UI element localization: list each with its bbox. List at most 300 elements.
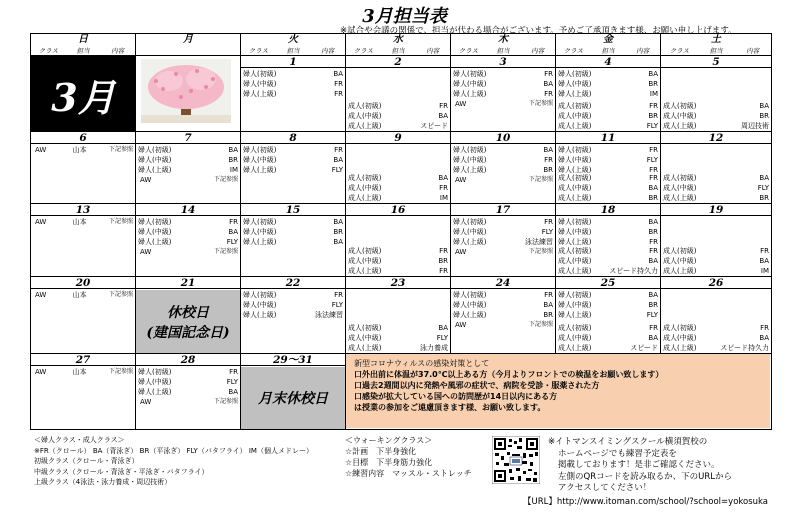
lesson-class: 成人(上級) <box>348 194 382 202</box>
lesson-row <box>556 300 660 310</box>
lesson-content: FLY <box>646 311 658 319</box>
lesson-content: BR <box>543 166 553 174</box>
lesson-content: BR <box>648 80 658 88</box>
day-cell <box>241 277 346 354</box>
lesson-row <box>451 300 555 310</box>
lesson-coach: 山本 <box>72 146 87 154</box>
lesson-row <box>451 99 555 109</box>
lesson-class: AW <box>455 100 467 108</box>
day-header-label: 木 <box>498 34 508 45</box>
lesson-content: FR <box>649 238 658 246</box>
column-subheaders <box>31 46 135 56</box>
lesson-content: FR <box>649 146 658 154</box>
lesson-class: 婦人(中級) <box>138 378 172 386</box>
subheader-label: 内容 <box>111 47 125 55</box>
lesson-row <box>136 377 240 387</box>
subheader-label: 内容 <box>636 47 650 55</box>
date-number: 12 <box>661 132 771 144</box>
subheader-label: 内容 <box>746 47 760 55</box>
covid-notice-line: 口外出前に体温が37.0℃以上ある方（今月よりフロントでの検温をお願い致します） <box>354 370 664 379</box>
lesson-class: 成人(中級) <box>558 184 592 192</box>
date-number: 8 <box>241 132 345 144</box>
lesson-row <box>451 175 555 185</box>
lesson-class: 成人(初級) <box>558 324 592 332</box>
day-header-label: 火 <box>288 34 298 45</box>
lesson-row <box>136 227 240 237</box>
day-cell <box>31 204 136 277</box>
date-number: 26 <box>661 277 771 289</box>
lesson-class: AW <box>35 291 47 299</box>
lesson-class: AW <box>455 176 467 184</box>
lesson-content: BA <box>648 218 658 226</box>
lesson-content: BA <box>333 156 343 164</box>
lesson-content: BR <box>759 112 769 120</box>
lesson-class: 婦人(中級) <box>243 80 277 88</box>
holiday-label: (建国記念日) <box>146 325 230 341</box>
lesson-row <box>241 155 345 165</box>
lesson-row <box>31 217 135 227</box>
lesson-content: スピード <box>420 122 448 130</box>
lesson-row <box>136 155 240 165</box>
lesson-row <box>556 183 660 193</box>
month-label: 3月 <box>31 56 136 132</box>
date-number: 1 <box>241 56 345 68</box>
lesson-content: BA <box>228 146 238 154</box>
covid-notice <box>346 354 770 428</box>
lesson-row <box>661 183 771 193</box>
school-url-link[interactable]: 【URL】http://www.itoman.com/school/?school=yokosuka <box>523 497 769 507</box>
lesson-class: 成人(上級) <box>558 267 592 275</box>
lesson-content: 周辺技術 <box>741 122 769 130</box>
lesson-content: IM <box>760 267 769 275</box>
date-number: 6 <box>31 132 135 144</box>
lesson-content: 泳力養成 <box>420 344 448 352</box>
covid-notice-line: 新型コロナウィルスの感染対策として <box>354 359 490 368</box>
lesson-row <box>451 69 555 79</box>
date-number: 20 <box>31 277 135 289</box>
subheader-label: 担当 <box>709 47 723 55</box>
lesson-class: 成人(初級) <box>348 102 382 110</box>
lesson-content: BR <box>333 228 343 236</box>
notice-line: 左側のQRコードを読み取るか、下のURLから <box>558 471 732 482</box>
subheader-label: 内容 <box>321 47 335 55</box>
lesson-content: BA <box>648 291 658 299</box>
lesson-content: FLY <box>646 122 658 130</box>
legend-line: 上級クラス（4泳法・泳力養成・周辺技術） <box>34 478 172 486</box>
lesson-row <box>346 323 450 333</box>
lesson-coach: 山本 <box>72 368 87 376</box>
lesson-class: 成人(上級) <box>663 344 697 352</box>
schedule-change-notice: ※試合や会議の関係で、担当が代わる場合がございます。予めご了承頂きます様、お願い申し上げます。 <box>340 26 737 36</box>
lesson-content: 下記参照 <box>108 368 133 375</box>
lesson-row <box>451 145 555 155</box>
lesson-content: BA <box>228 228 238 236</box>
date-number: 5 <box>661 56 771 68</box>
holiday-label: 休校日 <box>167 305 209 321</box>
lesson-class: 婦人(中級) <box>138 156 172 164</box>
lesson-row <box>451 227 555 237</box>
lesson-row <box>661 101 771 111</box>
lesson-row <box>556 266 660 276</box>
lesson-class: 婦人(上級) <box>243 238 277 246</box>
lesson-content: BA <box>543 301 553 309</box>
lesson-content: BA <box>438 112 448 120</box>
lesson-content: BR <box>648 228 658 236</box>
lesson-content: FLY <box>541 228 553 236</box>
lesson-row <box>136 367 240 377</box>
lesson-row <box>556 155 660 165</box>
lesson-class: 成人(中級) <box>663 257 697 265</box>
lesson-content: BA <box>228 388 238 396</box>
lesson-row <box>556 310 660 320</box>
lesson-class: AW <box>35 218 47 226</box>
subheader-label: 担当 <box>286 47 300 55</box>
lesson-row <box>346 101 450 111</box>
lesson-row <box>661 111 771 121</box>
school-website-notice <box>548 437 732 495</box>
lesson-class: 成人(初級) <box>348 174 382 182</box>
lesson-row <box>451 310 555 320</box>
lesson-class: 婦人(上級) <box>243 311 277 319</box>
date-number: 23 <box>346 277 450 289</box>
day-cell <box>31 277 136 354</box>
day-header-label: 土 <box>711 34 721 45</box>
lesson-content: FLY <box>226 378 238 386</box>
lesson-row <box>556 227 660 237</box>
lesson-class: 婦人(中級) <box>243 156 277 164</box>
lesson-class: 婦人(初級) <box>453 70 487 78</box>
lesson-content: BA <box>648 334 658 342</box>
lesson-content: 下記参照 <box>528 176 553 183</box>
notice-line: ※イトマンスイミングスクール横須賀校の <box>548 437 708 447</box>
lesson-content: 下記参照 <box>213 398 238 405</box>
lesson-content: FR <box>649 174 658 182</box>
lesson-row <box>346 111 450 121</box>
lesson-class: 婦人(上級) <box>558 166 592 174</box>
lesson-content: BA <box>333 238 343 246</box>
lesson-class: 婦人(中級) <box>453 80 487 88</box>
lesson-row <box>556 323 660 333</box>
day-cell <box>136 132 241 204</box>
lesson-class: 婦人(初級) <box>558 146 592 154</box>
lesson-row <box>661 323 771 333</box>
lesson-row <box>136 175 240 185</box>
column-subheaders <box>136 46 240 56</box>
lesson-row <box>556 101 660 111</box>
lesson-row <box>556 193 660 203</box>
lesson-row <box>136 397 240 407</box>
lesson-row <box>556 343 660 353</box>
lesson-row <box>241 310 345 320</box>
lesson-class: 成人(中級) <box>348 334 382 342</box>
lesson-class: 婦人(初級) <box>453 218 487 226</box>
lesson-row <box>346 256 450 266</box>
day-cell <box>451 277 556 354</box>
lesson-row <box>556 217 660 227</box>
lesson-content: BR <box>648 112 658 120</box>
day-header <box>31 34 136 56</box>
lesson-row <box>661 266 771 276</box>
lesson-content: FR <box>334 80 343 88</box>
notice-line: アクセスしてください！ <box>558 483 652 493</box>
lesson-content: BA <box>759 334 769 342</box>
lesson-class: AW <box>455 248 467 256</box>
covid-notice-line: 口感染が拡大している国への訪問歴が14日以内にある方 <box>354 392 558 401</box>
date-number: 7 <box>136 132 240 144</box>
lesson-content: FR <box>649 247 658 255</box>
day-cell <box>661 204 771 277</box>
lesson-content: BA <box>438 324 448 332</box>
lesson-row <box>556 89 660 99</box>
lesson-class: 成人(初級) <box>348 247 382 255</box>
lesson-content: FR <box>229 218 238 226</box>
lesson-class: 婦人(中級) <box>558 301 592 309</box>
lesson-class: 婦人(上級) <box>453 311 487 319</box>
date-number: 3 <box>451 56 555 68</box>
lesson-class: 婦人(初級) <box>243 291 277 299</box>
date-number: 28 <box>136 354 240 366</box>
lesson-content: 泳法練習 <box>525 238 553 246</box>
day-cell <box>136 277 241 354</box>
lesson-content: BA <box>333 70 343 78</box>
lesson-class: 婦人(上級) <box>243 166 277 174</box>
lesson-class: 成人(中級) <box>663 112 697 120</box>
lesson-content: スピード持久力 <box>609 267 658 275</box>
subheader-label: クラス <box>248 47 268 55</box>
lesson-content: FR <box>649 166 658 174</box>
lesson-content: FR <box>544 70 553 78</box>
legend-walking-class <box>345 435 472 479</box>
lesson-content: BR <box>438 257 448 265</box>
lesson-class: 成人(中級) <box>663 334 697 342</box>
lesson-content: BA <box>543 146 553 154</box>
lesson-row <box>241 237 345 247</box>
day-header <box>241 34 346 56</box>
day-cell <box>661 277 771 354</box>
lesson-class: 成人(上級) <box>663 267 697 275</box>
qr-code[interactable] <box>492 436 540 484</box>
lesson-row <box>556 173 660 183</box>
lesson-row <box>556 145 660 155</box>
legend-line: ＜婦人クラス・成人クラス＞ <box>34 436 125 444</box>
legend-line: 初級クラス（クロール・背泳ぎ） <box>34 457 139 465</box>
lesson-class: 婦人(中級) <box>138 228 172 236</box>
day-cell <box>241 132 346 204</box>
lesson-class: 婦人(中級) <box>558 156 592 164</box>
lesson-row <box>451 79 555 89</box>
lesson-class: 婦人(上級) <box>453 166 487 174</box>
date-number: 17 <box>451 204 555 216</box>
day-cell <box>346 132 451 204</box>
lesson-class: 婦人(上級) <box>138 238 172 246</box>
lesson-class: 婦人(中級) <box>558 228 592 236</box>
lesson-content: FR <box>544 291 553 299</box>
lesson-content: 下記参照 <box>108 291 133 298</box>
notice-line: ホームページでも練習予定表を <box>558 448 677 459</box>
lesson-row <box>661 173 771 183</box>
lesson-class: AW <box>35 368 47 376</box>
lesson-row <box>661 121 771 131</box>
month-end-closed-block <box>241 367 345 429</box>
lesson-class: 婦人(中級) <box>453 228 487 236</box>
lesson-class: 成人(中級) <box>558 334 592 342</box>
legend-swim-classes <box>34 435 313 488</box>
day-header <box>556 34 661 56</box>
day-cell <box>136 204 241 277</box>
lesson-row <box>136 237 240 247</box>
lesson-class: 成人(初級) <box>558 102 592 110</box>
day-cell <box>136 56 241 132</box>
lesson-content: FR <box>760 324 769 332</box>
subheader-label: クラス <box>353 47 373 55</box>
lesson-row <box>31 145 135 155</box>
lesson-class: 婦人(上級) <box>558 311 592 319</box>
lesson-content: FR <box>649 324 658 332</box>
day-cell <box>451 56 556 132</box>
lesson-row <box>451 155 555 165</box>
lesson-class: 婦人(上級) <box>243 90 277 98</box>
lesson-class: 成人(中級) <box>558 257 592 265</box>
lesson-content: FR <box>649 102 658 110</box>
lesson-row <box>346 173 450 183</box>
date-number: 24 <box>451 277 555 289</box>
lesson-content: FLY <box>757 184 769 192</box>
lesson-class: 成人(中級) <box>348 257 382 265</box>
lesson-class: 婦人(初級) <box>138 368 172 376</box>
date-number: 11 <box>556 132 660 144</box>
lesson-class: 成人(中級) <box>663 184 697 192</box>
lesson-row <box>346 183 450 193</box>
day-header-label: 月 <box>183 34 193 45</box>
lesson-content: 下記参照 <box>213 248 238 255</box>
lesson-row <box>241 300 345 310</box>
lesson-class: 成人(上級) <box>348 267 382 275</box>
lesson-row <box>451 290 555 300</box>
lesson-content: BA <box>543 80 553 88</box>
lesson-class: 婦人(初級) <box>243 218 277 226</box>
date-number: 2 <box>346 56 450 68</box>
lesson-row <box>346 121 450 131</box>
lesson-row <box>31 290 135 300</box>
day-header-label: 日 <box>78 34 88 45</box>
column-subheaders <box>346 46 450 56</box>
lesson-class: 成人(上級) <box>558 122 592 130</box>
lesson-row <box>451 320 555 330</box>
lesson-class: 婦人(初級) <box>453 146 487 154</box>
lesson-class: 成人(初級) <box>558 247 592 255</box>
lesson-row <box>556 79 660 89</box>
subheader-label: 担当 <box>76 47 90 55</box>
lesson-class: 成人(中級) <box>348 112 382 120</box>
lesson-class: 成人(上級) <box>663 122 697 130</box>
lesson-content: BA <box>759 102 769 110</box>
lesson-class: 成人(上級) <box>558 344 592 352</box>
day-header <box>661 34 771 56</box>
lesson-content: 下記参照 <box>108 146 133 153</box>
lesson-content: IM <box>649 90 658 98</box>
lesson-class: AW <box>140 398 152 406</box>
legend-line: ＜ウォーキングクラス＞ <box>345 436 433 445</box>
lesson-row <box>241 145 345 155</box>
lesson-row <box>556 69 660 79</box>
lesson-content: 泳法練習 <box>315 311 343 319</box>
date-number: 4 <box>556 56 660 68</box>
day-cell <box>556 56 661 132</box>
lesson-class: 成人(上級) <box>348 344 382 352</box>
lesson-content: 下記参照 <box>528 100 553 107</box>
day-cell <box>136 354 241 429</box>
lesson-content: BA <box>648 257 658 265</box>
lesson-row <box>556 246 660 256</box>
lesson-class: 婦人(上級) <box>138 166 172 174</box>
subheader-label: クラス <box>563 47 583 55</box>
legend-line: ☆練習内容 マッスル・ストレッチ <box>345 469 472 478</box>
day-cell <box>451 132 556 204</box>
subheader-label: 内容 <box>426 47 440 55</box>
lesson-row <box>661 333 771 343</box>
date-number: 13 <box>31 204 135 216</box>
lesson-row <box>661 193 771 203</box>
lesson-row <box>661 343 771 353</box>
lesson-class: 婦人(初級) <box>558 291 592 299</box>
lesson-content: FR <box>439 247 448 255</box>
lesson-row <box>556 111 660 121</box>
lesson-content: FR <box>439 267 448 275</box>
lesson-class: AW <box>455 321 467 329</box>
lesson-class: 成人(上級) <box>663 194 697 202</box>
subheader-label: 内容 <box>531 47 545 55</box>
legend-line: 中級クラス（クロール・背泳ぎ・平泳ぎ・バタフライ） <box>34 467 209 476</box>
date-number: 18 <box>556 204 660 216</box>
lesson-row <box>136 387 240 397</box>
lesson-content: BR <box>228 156 238 164</box>
lesson-content: IM <box>229 166 238 174</box>
lesson-row <box>451 217 555 227</box>
day-header <box>451 34 556 56</box>
lesson-class: 婦人(初級) <box>453 291 487 299</box>
lesson-class: 婦人(上級) <box>453 238 487 246</box>
lesson-content: スピード <box>630 344 658 352</box>
lesson-class: 婦人(初級) <box>558 218 592 226</box>
day-cell <box>556 204 661 277</box>
lesson-row <box>556 256 660 266</box>
column-subheaders <box>556 46 660 56</box>
lesson-row <box>556 121 660 131</box>
date-number: 25 <box>556 277 660 289</box>
holiday-block <box>136 290 240 354</box>
lesson-row <box>346 193 450 203</box>
lesson-content: BR <box>648 301 658 309</box>
lesson-class: 成人(初級) <box>663 102 697 110</box>
subheader-label: 担当 <box>391 47 405 55</box>
lesson-class: 成人(初級) <box>348 324 382 332</box>
date-number: 19 <box>661 204 771 216</box>
date-number: 16 <box>346 204 450 216</box>
legend-line: ☆計画 下半身強化 <box>345 447 417 456</box>
lesson-class: AW <box>140 248 152 256</box>
lesson-content: BR <box>759 194 769 202</box>
lesson-content: FR <box>334 146 343 154</box>
lesson-content: FLY <box>436 334 448 342</box>
date-number: 21 <box>136 277 240 289</box>
date-number: 22 <box>241 277 345 289</box>
day-cell <box>346 277 451 354</box>
lesson-content: FR <box>229 368 238 376</box>
lesson-row <box>241 89 345 99</box>
lesson-class: 成人(初級) <box>663 247 697 255</box>
lesson-content: BA <box>333 218 343 226</box>
lesson-class: 成人(初級) <box>663 174 697 182</box>
